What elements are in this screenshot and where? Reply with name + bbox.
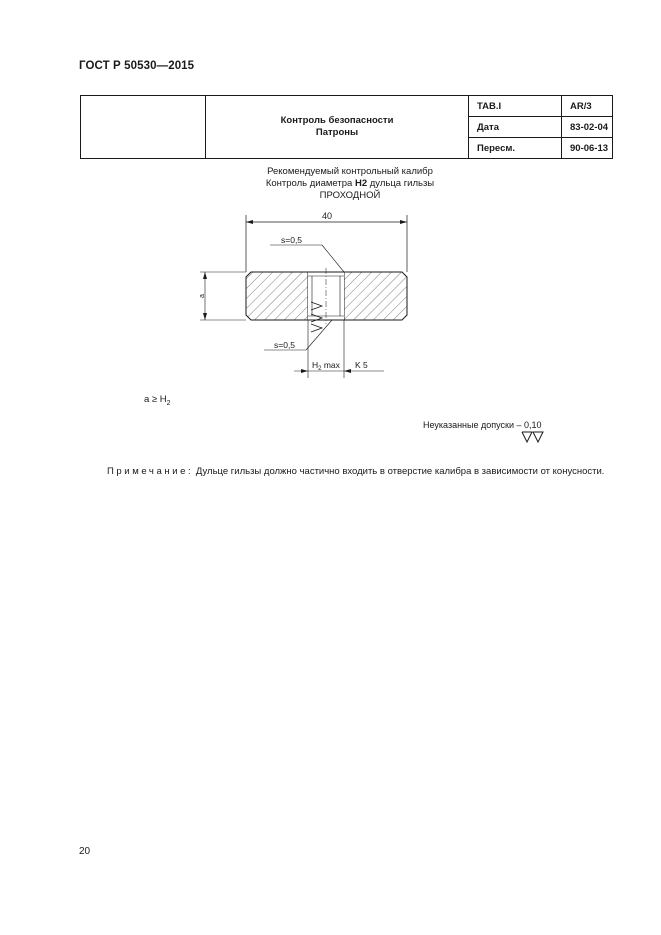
arrow-head	[301, 369, 308, 373]
arrow-head	[203, 313, 207, 320]
fit-class-label: K 5	[355, 360, 368, 370]
arrow-head	[203, 272, 207, 279]
formula-prefix: a ≥ H	[144, 394, 167, 405]
gauge-body-left	[246, 272, 308, 320]
note-label: Примечание:	[107, 466, 194, 477]
chamfer-top-label: s=0,5	[281, 235, 303, 245]
table-key-cell: Пересм.	[469, 138, 562, 159]
caption-line2-bold: H2	[354, 178, 368, 189]
h2-max-label	[312, 360, 341, 372]
h2-suffix: max	[321, 360, 340, 370]
leader-line	[322, 245, 344, 272]
unspecified-tolerance: Неуказанные допуски – 0,10	[423, 420, 542, 430]
formula-sub: 2	[166, 399, 171, 407]
caption-line3: ПРОХОДНОЙ	[319, 190, 381, 201]
section-title-line2: Патроны	[315, 127, 359, 138]
arrow-head	[344, 369, 351, 373]
arrow-head	[246, 220, 253, 224]
roughness-symbol	[311, 324, 322, 332]
document-standard-number: ГОСТ Р 50530—2015	[79, 60, 195, 72]
caption-line1: Рекомендуемый контрольный калибр	[267, 166, 433, 177]
table-key-cell: Дата	[469, 117, 562, 138]
table-key-cell: TAB.I	[469, 96, 562, 117]
dimension-40-label: 40	[321, 211, 333, 221]
double-triangle-roughness-icon	[521, 431, 547, 443]
table-value-cell: 83-02-04	[562, 117, 613, 138]
formula	[144, 394, 171, 407]
gauge-body-right	[344, 272, 407, 320]
leader-line	[306, 320, 332, 350]
chamfer-bottom-label: s=0,5	[274, 340, 296, 350]
note-text: Дульце гильзы должно частично входить в отверстие калибра в зависимости от конусности.	[195, 466, 605, 477]
table-value-cell: AR/3	[562, 96, 613, 117]
h2-sub: 2	[318, 366, 322, 372]
section-title-line1: Контроль безопасности	[280, 115, 394, 126]
note	[107, 466, 604, 477]
table-value-cell: 90-06-13	[562, 138, 613, 159]
caption-line2-suffix: дульца гильзы	[367, 178, 435, 189]
caption-line2-prefix: Контроль диаметра	[265, 178, 355, 189]
page-number: 20	[79, 846, 91, 857]
h2-label: H	[312, 360, 319, 370]
dimension-a-label: a	[199, 294, 206, 298]
arrow-head	[400, 220, 407, 224]
